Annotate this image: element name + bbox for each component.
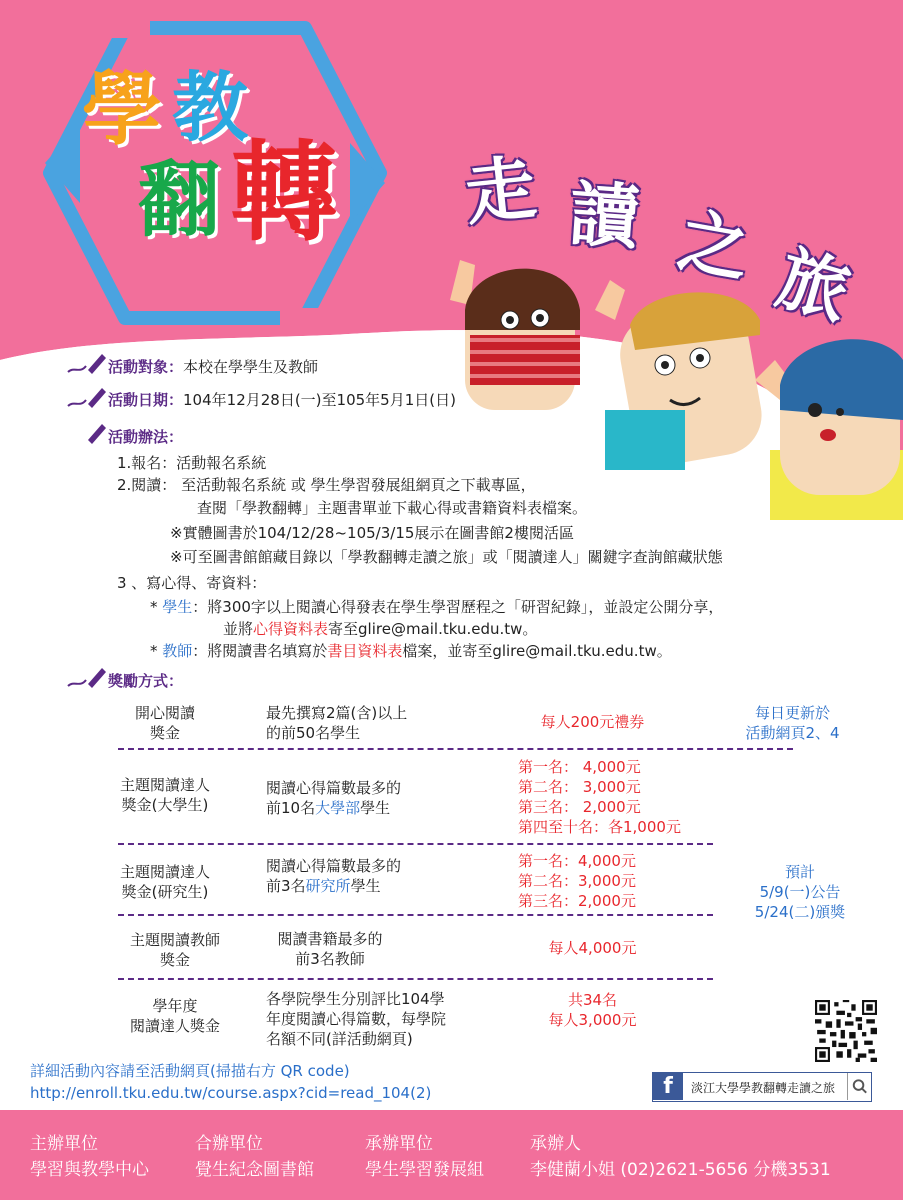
reward-1-condition: 最先撰寫2篇(含)以上 的前50名學生	[266, 704, 408, 742]
reward-2-name: 主題閱讀達人 獎金(大學生)	[119, 776, 210, 814]
trip-char-1: 走	[461, 146, 540, 236]
reward-3-condition: 閱讀心得篇數最多的 前3名研究所學生	[266, 857, 402, 895]
reward-5-prize: 共34名 每人3,000元	[548, 991, 637, 1029]
reward-4-prize: 每人4,000元	[548, 939, 637, 957]
divider	[118, 978, 713, 980]
pen-icon	[66, 386, 106, 410]
pen-icon	[66, 352, 106, 376]
method-note-1: ※實體圖書於104/12/28~105/3/15展示在圖書館2樓閱活區	[170, 524, 574, 542]
divider	[118, 748, 793, 750]
teacher-label: 教師	[162, 642, 193, 660]
activity-url-link[interactable]: http://enroll.tku.edu.tw/course.aspx?cid=read_104(2)	[30, 1084, 432, 1102]
reward-5-name: 學年度 閱讀達人獎金	[129, 997, 220, 1035]
student-text-2a: 並將	[223, 620, 254, 638]
footer-host: 主辦單位 學習與教學中心	[30, 1134, 149, 1180]
teacher-text-1: ：將閱讀書名填寫於	[192, 642, 328, 660]
dates-label: 活動日期：	[108, 391, 184, 409]
student-label: 學生	[162, 598, 193, 616]
pen-icon	[66, 666, 106, 690]
reward-3-name: 主題閱讀達人 獎金(研究生)	[119, 863, 210, 901]
reward-2-prizes: 第一名： 4,000元 第二名： 3,000元 第三名： 2,000元 第四至十名：各1,000元	[518, 758, 681, 836]
reward-4-condition: 閱讀書籍最多的 前3名教師	[277, 930, 383, 968]
trip-char-4: 旅	[768, 236, 859, 335]
logo-char-xue: 學	[82, 63, 162, 156]
search-icon[interactable]	[847, 1073, 871, 1100]
logo-char-zhuan: 轉	[230, 131, 339, 256]
reward-3-prizes: 第一名：4,000元 第二名：3,000元 第三名：2,000元	[518, 852, 636, 910]
dates-value: 104年12月28日(一)至105年5月1日(日)	[183, 391, 456, 409]
target-label: 活動對象：	[108, 358, 184, 376]
reward-4-name: 主題閱讀教師 獎金	[129, 931, 220, 969]
student-line-1	[150, 596, 723, 617]
divider	[118, 843, 713, 845]
logo-char-jiao: 教	[172, 63, 248, 152]
logo-char-fan: 翻	[138, 153, 221, 248]
footer-co-organizer: 合辦單位 覺生紀念圖書館	[195, 1134, 314, 1180]
teacher-star: *	[150, 642, 163, 660]
student-star: *	[150, 598, 163, 616]
method-step-1: 1.報名：活動報名系統	[117, 454, 267, 472]
reward-1-name: 開心閱讀 獎金	[134, 704, 195, 742]
student-form-name: 心得資料表	[253, 620, 329, 638]
method-step-2a: 2.閱讀： 至活動報名系統 或 學生學習發展組網頁之下載專區，	[117, 476, 536, 494]
footer-organizer: 承辦單位 學生學習發展組	[365, 1134, 484, 1180]
method-step-2b: 查閱「學教翻轉」主題書單並下載心得或書籍資料表檔案。	[197, 499, 588, 517]
footer-contact: 承辦人 李健蘭小姐 (02)2621-5656 分機3531	[530, 1134, 831, 1180]
reward-1-prize: 每人200元禮券	[540, 713, 645, 731]
teacher-line	[150, 640, 672, 661]
footer	[0, 1110, 903, 1200]
target-value: 本校在學學生及教師	[183, 358, 319, 376]
reward-label: 獎勵方式：	[108, 672, 184, 690]
method-note-2: ※可至圖書館館藏目錄以「學教翻轉走讀之旅」或「閱讀達人」關鍵字查詢館藏狀態	[170, 548, 723, 566]
student-text-2c: 寄至glire@mail.tku.edu.tw。	[328, 620, 538, 638]
reward-announce-note: 預計 5/9(一)公告 5/24(二)頒獎	[754, 863, 846, 921]
student-text-1: ：將300字以上閱讀心得發表在學生學習歷程之「研習紀錄」，並設定公開分享，	[192, 598, 724, 616]
pen-icon	[80, 422, 106, 446]
facebook-page-name: 淡江大學學教翻轉走讀之旅	[691, 1081, 836, 1095]
method-label: 活動辦法：	[108, 428, 184, 446]
facebook-icon: f	[653, 1073, 683, 1100]
trip-char-3: 之	[672, 199, 756, 293]
trip-char-2: 讀	[566, 172, 643, 260]
teacher-text-3: 檔案，並寄至glire@mail.tku.edu.tw。	[402, 642, 672, 660]
divider	[118, 914, 713, 916]
teacher-form-name: 書目資料表	[327, 642, 403, 660]
reward-2-condition: 閱讀心得篇數最多的 前10名大學部學生	[266, 779, 402, 817]
student-line-2	[223, 618, 537, 639]
qr-code-icon[interactable]	[815, 1000, 877, 1062]
facebook-search-box[interactable]	[652, 1072, 872, 1102]
method-step-3: 3 、寫心得、寄資料：	[117, 574, 267, 592]
reward-5-condition: 各學院學生分別評比104學 年度閱讀心得篇數，每學院 名額不同(詳活動網頁)	[266, 990, 447, 1048]
info-line-1: 詳細活動內容請至活動網頁(掃描右方 QR code)	[30, 1062, 350, 1080]
reward-1-note: 每日更新於 活動網頁2、4	[745, 704, 840, 742]
